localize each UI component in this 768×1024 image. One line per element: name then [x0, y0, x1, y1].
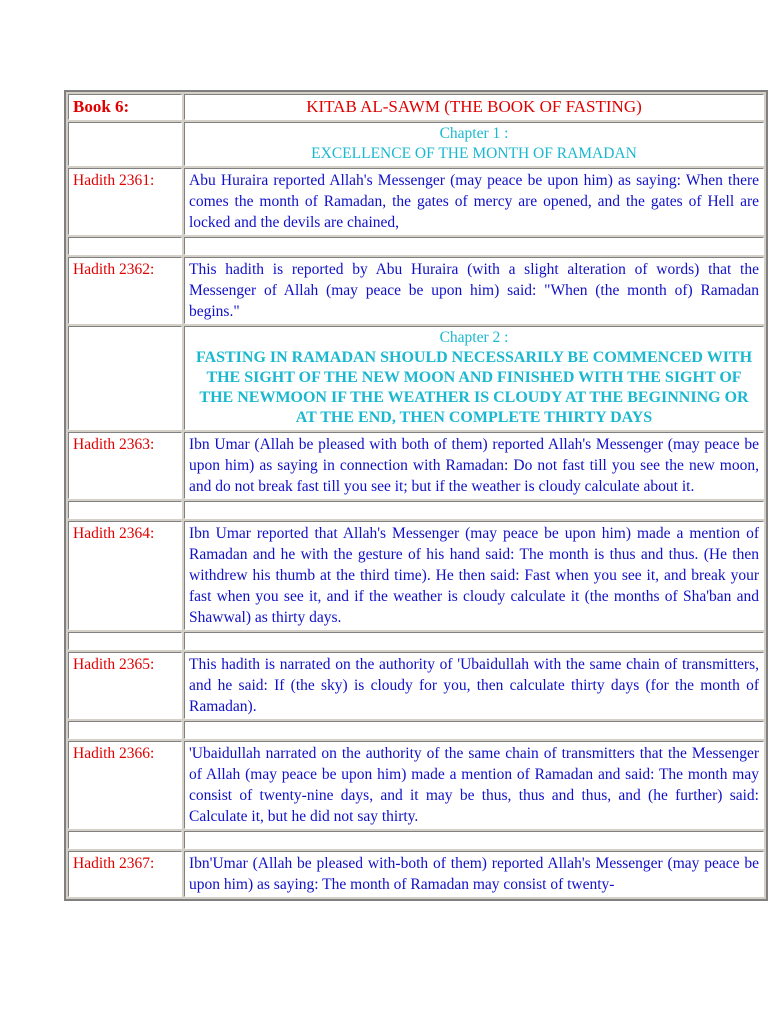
hadith-text-cell [184, 257, 764, 324]
hadith-label-cell [68, 168, 182, 235]
hadith-text-cell [184, 741, 764, 829]
empty-cell [184, 831, 764, 849]
hadith-label: Hadith 2363: [73, 436, 155, 453]
hadith-text: This hadith is reported by Abu Huraira (with a slight alteration of words) that the Messenger of Allah (may peace be upon him) said: "When (the month of) Ramadan begins." [189, 261, 759, 320]
chapter-cell [184, 122, 764, 166]
chapter-title: EXCELLENCE OF THE MONTH OF RAMADAN [311, 145, 637, 162]
spacer-row [68, 632, 764, 650]
hadith-label: Hadith 2364: [73, 525, 155, 542]
hadith-text: This hadith is narrated on the authority of 'Ubaidullah with the same chain of transmitters, and he said: If (the sky) is cloudy for you, then calculate thirty days (for the month of Ramadan). [189, 656, 759, 715]
chapter-row [68, 326, 764, 430]
hadith-row [68, 851, 764, 897]
hadith-row [68, 521, 764, 630]
hadith-row [68, 257, 764, 324]
hadith-label-cell [68, 652, 182, 719]
spacer-row [68, 237, 764, 255]
spacer-row [68, 831, 764, 849]
chapter-row [68, 122, 764, 166]
hadith-text-cell [184, 851, 764, 897]
hadith-table [64, 90, 768, 901]
hadith-text-cell [184, 168, 764, 235]
hadith-text-cell [184, 652, 764, 719]
book-label-cell [68, 94, 182, 120]
hadith-text: Ibn'Umar (Allah be pleased with-both of them) reported Allah's Messenger (may peace be upon him) as saying: The month of Ramadan may consist of twenty- [189, 855, 759, 893]
hadith-label-cell [68, 521, 182, 630]
hadith-row [68, 168, 764, 235]
chapter-number: Chapter 2 : [439, 329, 509, 346]
hadith-label: Hadith 2361: [73, 172, 155, 189]
chapter-number: Chapter 1 : [439, 125, 509, 142]
empty-cell [68, 501, 182, 519]
hadith-row [68, 652, 764, 719]
hadith-label-cell [68, 257, 182, 324]
chapter-cell [184, 326, 764, 430]
book-label: Book 6: [73, 97, 130, 116]
hadith-label-cell [68, 741, 182, 829]
book-header-row [68, 94, 764, 120]
empty-cell [68, 831, 182, 849]
hadith-text: 'Ubaidullah narrated on the authority of the same chain of transmitters that the Messenger of Allah (may peace be upon him) made a mention of Ramadan and said: The month may consist of twenty-nine days, and it may be thus, thus and thus, and (he further) said: Calculate it, but he did not say thirty. [189, 745, 759, 825]
hadith-label: Hadith 2362: [73, 261, 155, 278]
hadith-text-cell [184, 521, 764, 630]
hadith-label: Hadith 2366: [73, 745, 155, 762]
empty-cell [68, 122, 182, 166]
book-title: KITAB AL-SAWM (THE BOOK OF FASTING) [306, 97, 642, 116]
hadith-text-cell [184, 432, 764, 499]
hadith-label: Hadith 2365: [73, 656, 155, 673]
book-title-cell [184, 94, 764, 120]
hadith-row [68, 741, 764, 829]
empty-cell [68, 632, 182, 650]
spacer-row [68, 721, 764, 739]
hadith-text: Abu Huraira reported Allah's Messenger (may peace be upon him) as saying: When there comes the month of Ramadan, the gates of mercy are opened, and the gates of Hell are locked and the devils are chained, [189, 172, 759, 231]
empty-cell [184, 501, 764, 519]
empty-cell [68, 237, 182, 255]
empty-cell [184, 632, 764, 650]
chapter-title: FASTING IN RAMADAN SHOULD NECESSARILY BE COMMENCED WITH THE SIGHT OF THE NEW MOON AND FINISHED WITH THE SIGHT OF THE NEWMOON IF THE WEATHER IS CLOUDY AT THE BEGINNING OR AT THE END, THEN COMPLETE THIRTY DAYS [195, 349, 753, 426]
empty-cell [184, 721, 764, 739]
empty-cell [184, 237, 764, 255]
empty-cell [68, 326, 182, 430]
hadith-text: Ibn Umar (Allah be pleased with both of them) reported Allah's Messenger (may peace be upon him) as saying in connection with Ramadan: Do not fast till you see the new moon, and do not break fast till you see it; but if the weather is cloudy calculate about it. [189, 436, 759, 495]
empty-cell [68, 721, 182, 739]
hadith-text: Ibn Umar reported that Allah's Messenger (may peace be upon him) made a mention of Ramadan and he with the gesture of his hand said: The month is thus and thus. (He then withdrew his thumb at the third time). He then said: Fast when you see it, and break your fast when you see it, and if the weather is cloudy calculate it (the months of Sha'ban and Shawwal) as thirty days. [189, 525, 759, 626]
hadith-row [68, 432, 764, 499]
hadith-label: Hadith 2367: [73, 855, 155, 872]
hadith-label-cell [68, 851, 182, 897]
hadith-label-cell [68, 432, 182, 499]
spacer-row [68, 501, 764, 519]
